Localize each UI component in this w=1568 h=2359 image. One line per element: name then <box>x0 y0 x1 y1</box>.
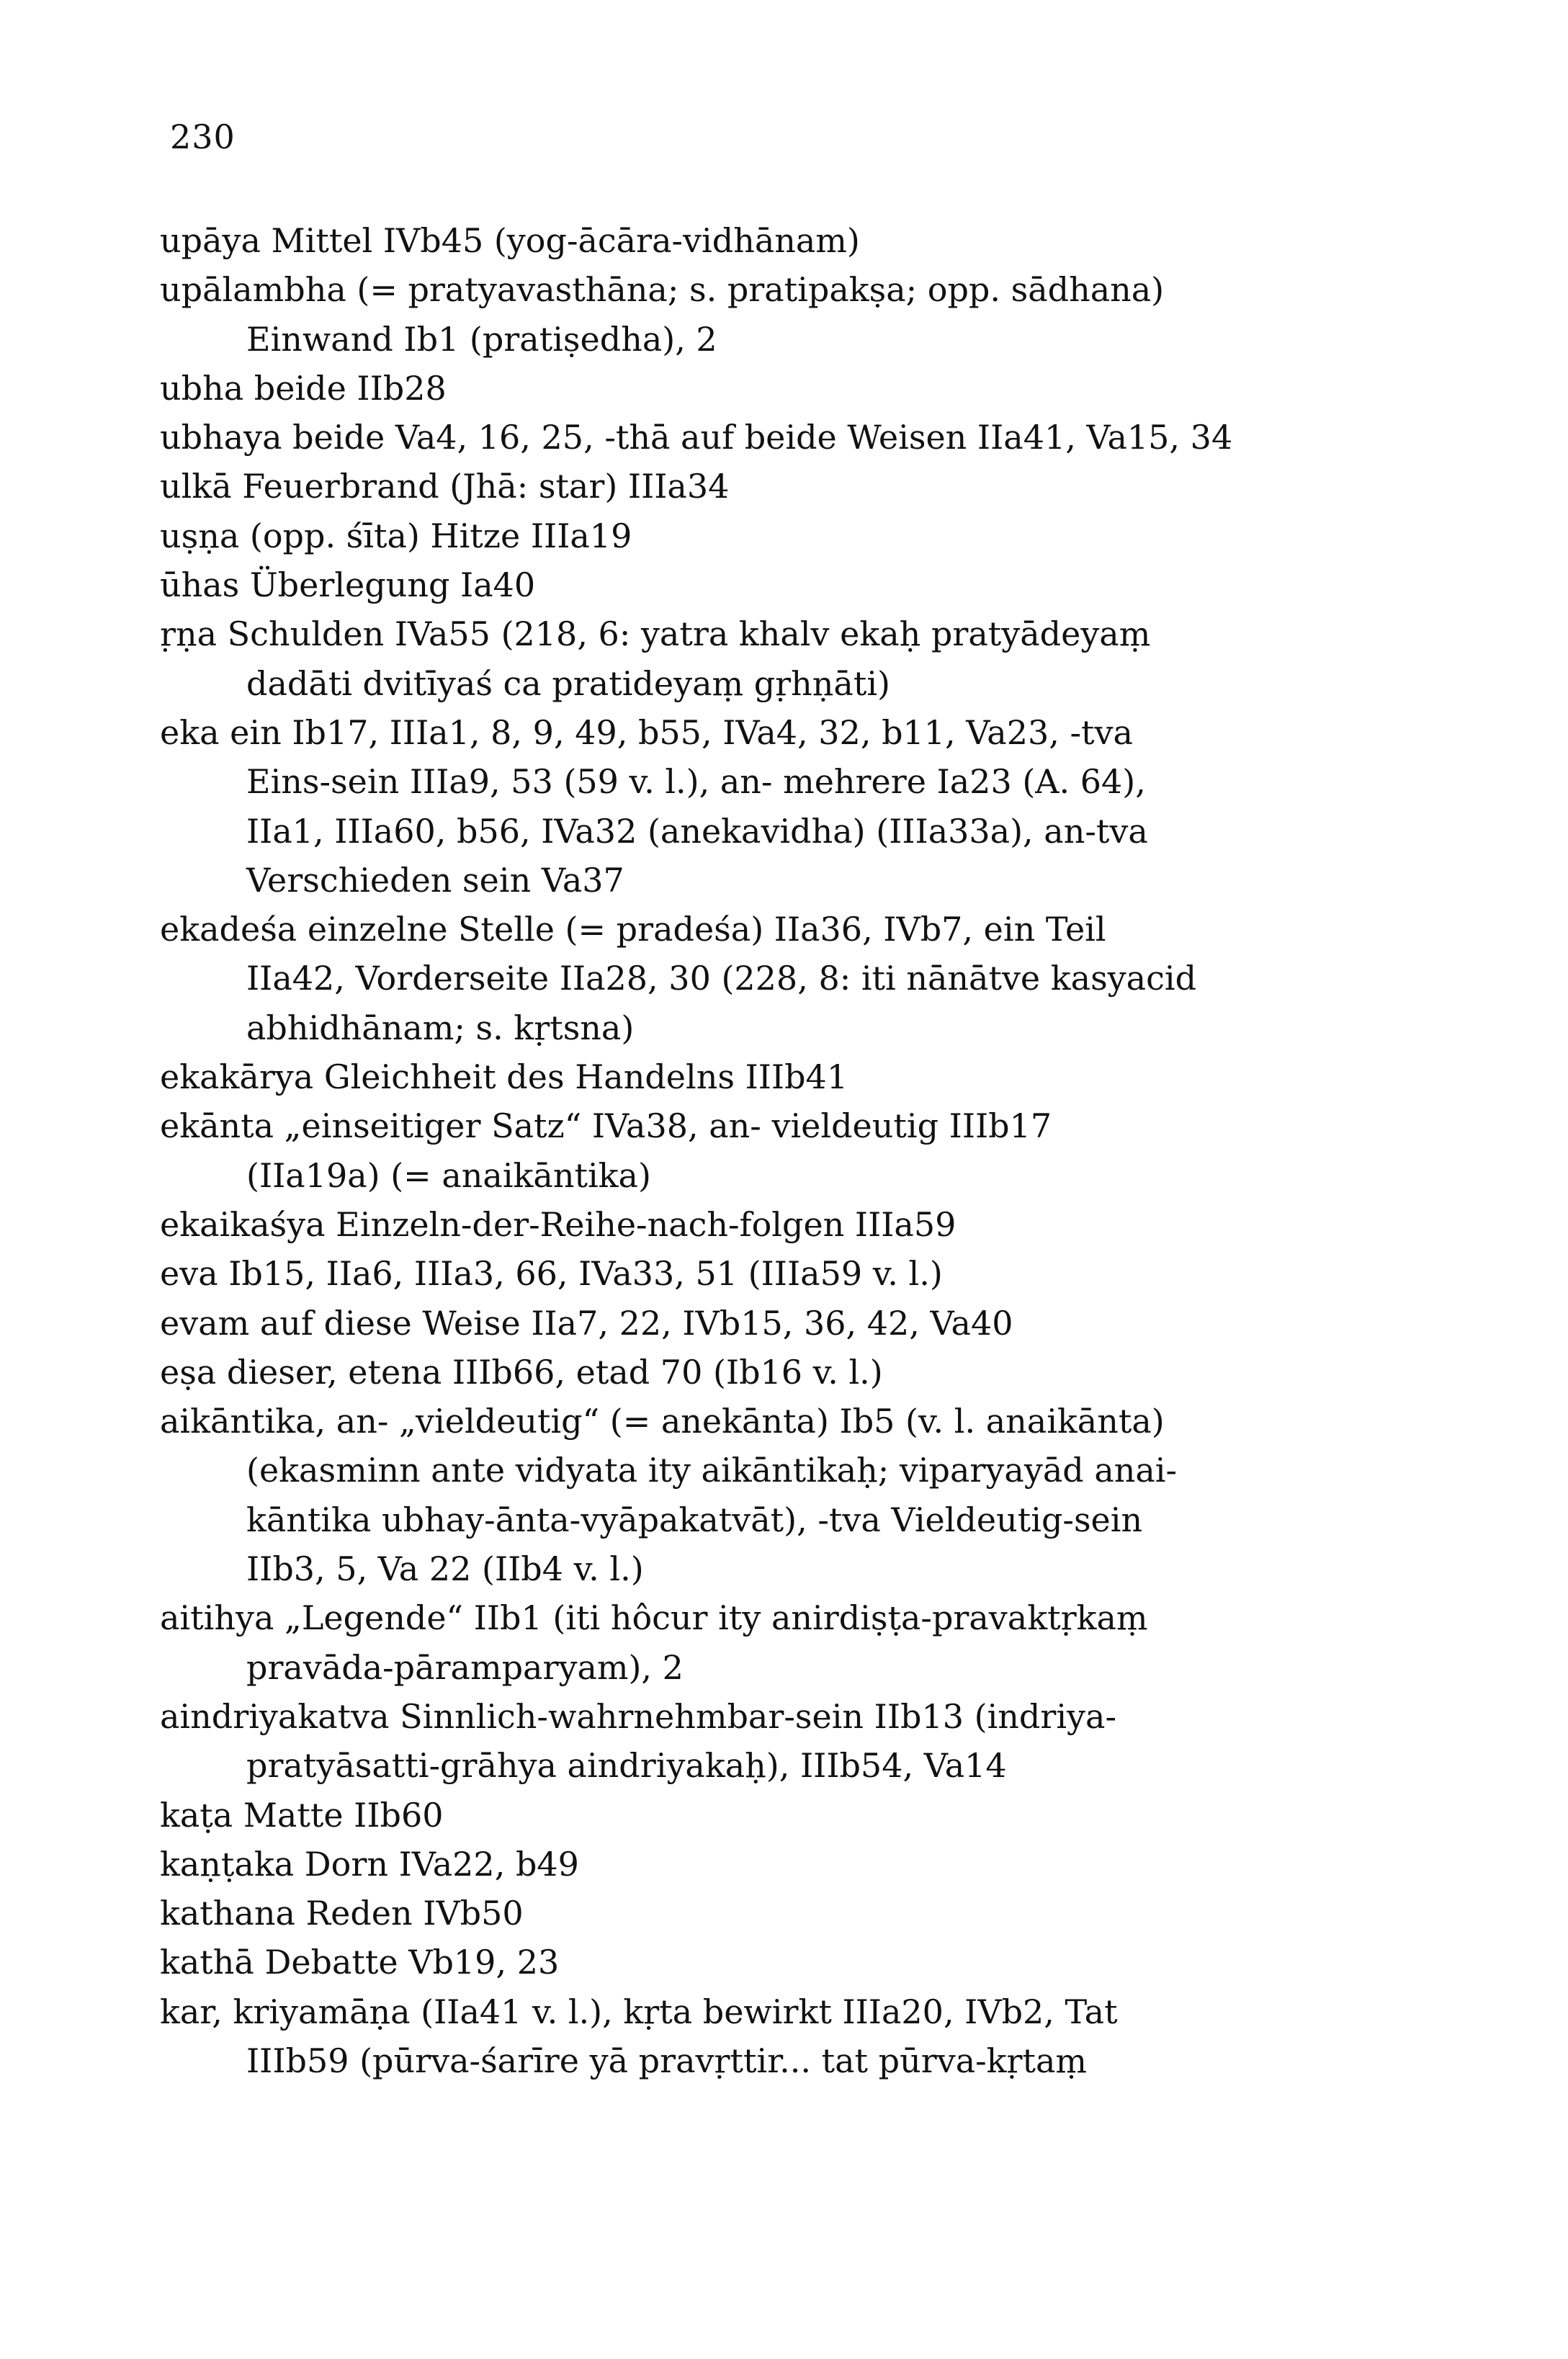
entry-line: kaṇṭaka Dorn IVa22, b49 <box>160 1844 579 1884</box>
entry-line: abhidhānam; s. kṛtsna) <box>246 1008 635 1047</box>
entry-line: ekaikaśya Einzeln-der-Reihe-nach-folgen IIIa59 <box>160 1204 957 1244</box>
entry-line: pravāda-pāramparyam), 2 <box>246 1647 684 1687</box>
glossary-entry <box>160 216 1327 265</box>
glossary-entry <box>160 1692 1327 1791</box>
entry-line: eva Ib15, IIa6, IIIa3, 66, IVa33, 51 (IIIa59 v. l.) <box>160 1254 943 1294</box>
glossary-entry <box>160 1249 1327 1298</box>
entry-line: Einwand Ib1 (pratiṣedha), 2 <box>246 319 717 359</box>
glossary-entry <box>160 1840 1327 1889</box>
entry-line: kāntika ubhay-ānta-vyāpakatvāt), -tva Vieldeutig-sein <box>246 1500 1143 1539</box>
entry-line: upāya Mittel IVb45 (yog-ācāra-vidhānam) <box>160 221 860 260</box>
entry-line: upālambha (= pratyavasthāna; s. pratipakṣa; opp. sādhana) <box>160 270 1165 310</box>
glossary-entry <box>160 462 1327 511</box>
entry-line: kar, kriyamāṇa (IIa41 v. l.), kṛta bewirkt IIIa20, IVb2, Tat <box>160 1992 1118 2031</box>
entry-line: IIIb59 (pūrva-śarīre yā pravṛttir... tat pūrva-kṛtaṃ <box>246 2041 1088 2080</box>
glossary-entry <box>160 560 1327 609</box>
glossary-entry <box>160 1593 1327 1692</box>
entry-line: (ekasminn ante vidyata ity aikāntikaḥ; viparyayād anai- <box>246 1451 1178 1490</box>
entry-line: dadāti dvitīyaś ca pratideyaṃ gṛhṇāti) <box>246 663 890 703</box>
entry-line: ṛṇa Schulden IVa55 (218, 6: yatra khalv ekaḥ pratyādeyaṃ <box>160 614 1151 654</box>
entry-line: IIb3, 5, Va 22 (IIb4 v. l.) <box>246 1549 644 1589</box>
entry-line: eṣa dieser, etena IIIb66, etad 70 (Ib16 v. l.) <box>160 1352 883 1392</box>
glossary-entry <box>160 364 1327 413</box>
entry-line: aindriyakatva Sinnlich-wahrnehmbar-sein IIb13 (indriya- <box>160 1696 1117 1736</box>
glossary-entry <box>160 265 1327 364</box>
entry-line: aikāntika, an- „vieldeutig“ (= anekānta) Ib5 (v. l. anaikānta) <box>160 1402 1165 1441</box>
glossary-entry <box>160 905 1327 1052</box>
entry-line: IIa1, IIIa60, b56, IVa32 (anekavidha) (IIIa33a), an-tva <box>246 811 1148 851</box>
entry-line: IIa42, Vorderseite IIa28, 30 (228, 8: iti nānātve kasyacid <box>246 959 1197 998</box>
entry-line: aitihya „Legende“ IIb1 (iti hôcur ity anirdiṣṭa-pravaktṛkaṃ <box>160 1598 1148 1638</box>
entry-line: pratyāsatti-grāhya aindriyakaḥ), IIIb54, Va14 <box>246 1746 1007 1786</box>
entry-line: Eins-sein IIIa9, 53 (59 v. l.), an- mehrere Ia23 (A. 64), <box>246 762 1146 802</box>
entry-line: (IIa19a) (= anaikāntika) <box>246 1155 651 1195</box>
entry-line: ūhas Überlegung Ia40 <box>160 565 536 605</box>
entry-line: uṣṇa (opp. śīta) Hitze IIIa19 <box>160 516 632 555</box>
entry-line: ubha beide IIb28 <box>160 368 447 408</box>
glossary-entry <box>160 1101 1327 1200</box>
entry-line: ekadeśa einzelne Stelle (= pradeśa) IIa36, IVb7, ein Teil <box>160 910 1106 949</box>
entry-line: ekakārya Gleichheit des Handelns IIIb41 <box>160 1057 848 1097</box>
glossary-entry <box>160 1052 1327 1101</box>
entry-line: eka ein Ib17, IIIa1, 8, 9, 49, b55, IVa4, 32, b11, Va23, -tva <box>160 712 1133 752</box>
entry-line: ubhaya beide Va4, 16, 25, -thā auf beide Weisen IIa41, Va15, 34 <box>160 418 1233 457</box>
glossary-entry <box>160 1200 1327 1249</box>
glossary-entry <box>160 1987 1327 2086</box>
glossary-entry <box>160 413 1327 462</box>
entry-line: evam auf diese Weise IIa7, 22, IVb15, 36, 42, Va40 <box>160 1303 1013 1343</box>
entry-line: kaṭa Matte IIb60 <box>160 1795 444 1835</box>
glossary-entry <box>160 609 1327 708</box>
glossary-entry <box>160 1348 1327 1397</box>
glossary-entry <box>160 1299 1327 1348</box>
glossary-entry <box>160 1938 1327 1987</box>
glossary-entry <box>160 1889 1327 1938</box>
page-number: 230 <box>170 117 236 156</box>
entry-line: kathana Reden IVb50 <box>160 1894 524 1933</box>
glossary-entry <box>160 511 1327 560</box>
glossary-entries <box>160 216 1327 2085</box>
glossary-entry <box>160 708 1327 905</box>
glossary-entry <box>160 1791 1327 1840</box>
entry-line: ekānta „einseitiger Satz“ IVa38, an- vieldeutig IIIb17 <box>160 1106 1052 1146</box>
glossary-entry <box>160 1397 1327 1593</box>
entry-line: Verschieden sein Va37 <box>246 860 624 900</box>
entry-line: kathā Debatte Vb19, 23 <box>160 1943 560 1982</box>
entry-line: ulkā Feuerbrand (Jhā: star) IIIa34 <box>160 467 730 506</box>
